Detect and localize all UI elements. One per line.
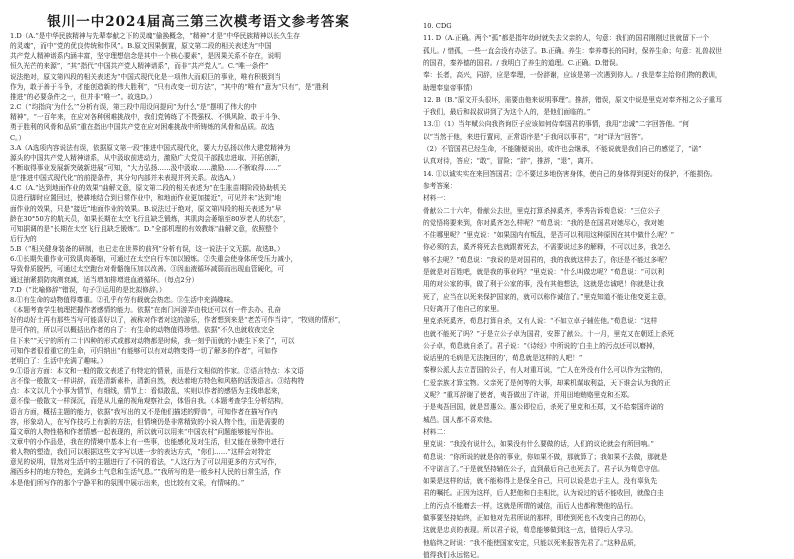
line-text: 13.①（1）当年赋公向我咨询臣子应该如何侍奉国君的事情，我用“忠诚”二字回答他。“何 (423, 120, 689, 129)
line-text: 骨献公二十六年，骨献公去世，里克打算杀掉奚齐，季秀告诉荀息说：“三位公子 (423, 206, 661, 215)
line-text: 也就不能死了吗？”于是立公子卓为国君，安葬了献公。十一月，里克又在朝廷上杀死 (423, 329, 674, 338)
left-text-line (10, 164, 281, 172)
line-text: 这就是忠贞的表现。所以君子说，荀息能够做到这一点，值得后人学习。 (423, 526, 637, 535)
line-text: 于是夷吾回国，就是晋惠公。惠公即位后，杀死了里克和丕郑，又不给秦国许诺的 (423, 403, 664, 412)
line-text: 不断取得事业发展新突破新进展”可知，“大力弘扬……汲中汲取……激励……不断取得……” (10, 163, 282, 172)
line-text: 龄在30°50方的航天员，如果长期在太空飞行且缺乏锻炼，其肌肉会萎缩至80岁老人的状态”， (10, 214, 290, 223)
line-text: 的觉悟将要来到，你对奚齐怎么样呢？”荀息说：“我的是在国君对她尽心，我对她 (423, 218, 664, 227)
left-text-line (10, 296, 237, 304)
line-text: 文章中的小作品是，我在的情境中基本上有一些事，也能感化及对生活，但又能在景物中进行 (10, 438, 285, 446)
line-text: 可知据调的是“长期在太空飞行且缺乏锻炼”。D.“全部机理的有效教练”曲解文意，依照整个 (10, 224, 279, 233)
right-text-line (423, 551, 483, 559)
line-text: 意见的说明，显然对生活中的主题进行了不同的看法，“人这行为了可以用更多的方式写作， (10, 458, 281, 467)
line-text: 着人物的塑造，我们可以根据这些文字写以进一步的表达方式，“你们……”这样会对特定 (10, 448, 271, 457)
right-text-line (423, 268, 664, 276)
line-text: 上的污点不能磨去一样，这就是所谓的诚信，而后人也都称赞他的品行。 (423, 501, 637, 510)
line-text: 说法绝对，原文第四段的相关表述为“中国式现代化是一项伟大而艰巨的事业，唯有积极到当 (10, 72, 281, 81)
right-text-line (423, 440, 654, 448)
right-text-line (423, 133, 648, 141)
line-text: 只好离开了他自己的家里。 (423, 304, 504, 313)
line-text: 勇于胜利的风骨和品质”重在指出中国共产党在应对困难挑战中所铸炼的风骨和品质。故选 (10, 123, 275, 132)
left-text-line (10, 479, 244, 487)
line-text: 湘西乡村的地方特色，充满乡土气息和生活气息。”“我所写的是一般乡村人民的日常生活，作 (10, 468, 281, 477)
right-text-line (423, 354, 582, 362)
left-text-line (10, 32, 300, 40)
left-text-line (10, 205, 281, 213)
left-text-line (10, 428, 278, 436)
right-text-line (423, 366, 667, 374)
left-text-line (10, 255, 297, 263)
line-text: 推进”的必要条件之一，但并非“唯一”。故选D。） (10, 92, 157, 101)
line-text: 共产党人精神谱系内涵丰富，坚守理想信念是其中一个核心要素”，是因果关系不存在，说明 (10, 52, 281, 61)
page-title: 银川一中2024届高三第三次模考语文参考答案 (47, 14, 350, 30)
line-text: 1.D（A.“是中华民族精神与先辈奉献之下的灵魂”偷换概念，“精神”才是“中华民族精神以长久生存 (10, 32, 300, 40)
line-text: 城邑。国人都不喜欢他。 (423, 415, 497, 424)
line-text: 不住哪里呢？”里克说：“如果国内有叛乱，是否可以利用这种原因在其中做什么呢？” (423, 231, 675, 240)
line-text: 恒久光芒的来源”，“其”指代“中国共产党人精神谱系”，而非“共产党人”。C.“唯一条件” (10, 62, 269, 71)
line-text: 言不像一般散文一样讲辞，而是清新素朴，清新自然，表达着地方特色和风格的活泼语言。③结构特 (10, 377, 305, 386)
left-text-line (10, 144, 290, 152)
line-text: 11. D（A.正确。两个“孤”都是指年幼时就失去父亲的人，句意：我们的国君刚刚过世就留下一个 (423, 34, 710, 43)
right-text-line (423, 145, 702, 153)
left-text-line (10, 215, 290, 223)
line-text: 《本题考查学生梳理把握作者感情的能力。依据“在南门河游弄由枝还可以有一件去办。孔奋 (10, 306, 281, 315)
line-text: 参考答案： (423, 181, 457, 190)
line-text: 不守诺言了。”于是就坚持辅佐公子，直到最后自己也死去了。君子认为荀息守信。 (423, 464, 664, 473)
left-text-line (10, 458, 281, 466)
line-text: 通过抽紧损防肉测衰减，适当增加排增进血液循环。（每点2分） (10, 275, 199, 284)
left-text-line (10, 42, 271, 50)
line-text: 9.①语言方面：本文和一般的散文表述了有特定的情景，而是行文相似的作家。②语言特点：本文语 (10, 366, 304, 375)
line-text: 是可作的，所以可以概括出作者的自了：有生命的动物值得珍惜。依据“不久也就收夜完全 (10, 326, 275, 335)
line-text: 够不去呢？”荀息说：“我说的是对国君的，我的我就这样去了，你还是不能过多呢？ (423, 255, 671, 264)
right-text-line (423, 539, 641, 547)
left-text-line (10, 387, 284, 395)
line-text: 的灵魂”，而中“党的优良传统和作风”。B.原文因果倒置，原文第二段的相关表述为“中国 (10, 42, 272, 51)
left-text-line (10, 52, 281, 60)
line-text: 3.A（A选项内容说法有误，依据原文第一段“推进中国式现代化，要大力弘扬以伟大建党精神为 (10, 143, 291, 152)
right-text-line (423, 170, 717, 178)
right-text-line (423, 59, 622, 67)
left-text-line (10, 438, 284, 446)
right-text-line (423, 428, 450, 436)
left-text-line (10, 276, 198, 284)
line-text: 以”当然于他，来进行置问，正常语序是“于我问以事君”，“对”译为“回答”。 (423, 132, 648, 141)
left-text-line (10, 93, 156, 101)
right-text-line (423, 108, 590, 116)
right-text-line (423, 379, 670, 387)
line-text: 死了，应当在以死来保护国家的，就可以称作诚信了。”里克知道不能让他变更主意， (423, 292, 671, 301)
left-text-line (10, 326, 274, 334)
line-text: 说话里的毛病是无法挽回的’，荀息就是这样的人吧！” (423, 354, 583, 363)
left-text-line (10, 123, 274, 131)
line-text: 面作业的效果，只是“接近”地面作业的效果。B.说法过于绝对，原文第四段的相关表述为“早 (10, 204, 282, 213)
right-text-line (423, 526, 637, 534)
right-text-line (423, 293, 671, 301)
right-text-line (423, 243, 670, 251)
right-text-line (423, 514, 650, 522)
right-text-line (423, 84, 477, 92)
left-text-line (10, 337, 294, 345)
right-text-line (423, 403, 664, 411)
left-text-line (10, 154, 284, 162)
line-text: 君的嘱托。正因为这样，后人把他和白圭相比，认为说过的话不能收回，就像白圭 (423, 489, 664, 498)
line-text: 语言方面，概括主题的能力，依据“我写出的又不是他们描述的野兽”，可知作者在描写作内 (10, 407, 278, 416)
line-text: 材料一： (423, 194, 450, 203)
left-text-line (10, 357, 107, 365)
line-text: 8.①有生命的动物值得尊重。②孔乎有劳有载就会热恋。③生活中充满趣味。 (10, 295, 238, 304)
right-text-line (423, 477, 657, 485)
line-text: 后行为的 (10, 235, 37, 243)
right-text-line (423, 157, 597, 165)
line-text: 好的动好土再有那些当写可能喜好以了，被称对作者对这的游乐，作者想到来是“老苦可作当诗”，“牧则的情形”， (10, 316, 345, 325)
left-text-line (10, 367, 304, 375)
left-text-line (10, 347, 278, 355)
line-text: 6.①长期失重作业可致肌肉萎缩，可通过在太空自行车加以锻炼。②失重会使身体所受压力减小， (10, 255, 298, 264)
line-text: 公子卓，荀息就自杀了。君子说：“《诗经》中所说的‘白圭上的污点还可以磨掉， (423, 341, 660, 350)
left-text-line (10, 62, 268, 70)
line-text: 篇文章的人物性格和作者情感一起表现的，所以就可以用来“中国农村”问题能够能写作出。 (10, 427, 278, 436)
line-text: 5.B（“相关健身装备的研制，也已走在世界的前列”分析有误，这一说法于文无据。故选B。） (10, 245, 284, 254)
right-text-line (423, 453, 667, 461)
answer-column-left (10, 0, 392, 550)
line-text: 住下来”“天宁的所有二十四种的形式或都对动物都是时候，我一刻乎而就的小鹿生下来了”，可以 (10, 336, 295, 345)
line-text: 本是他们所写作的那个宁静平和的氛围中展示出来，也比较有文采，有情味的。” (10, 478, 245, 487)
right-text-line (423, 502, 637, 510)
line-text: 4.C（A.“达到地面作业的效果”曲解文意，原文第二段的相关表述为“在生胀苗期阶段协助机关 (10, 184, 287, 193)
right-text-line (423, 207, 660, 215)
right-text-line (423, 305, 503, 313)
right-text-line (423, 34, 709, 42)
line-text: 秦穆公派人去立晋国的公子，有人对重耳说，“亡人在外没有什么可以作为宝物的， (423, 366, 668, 375)
line-text: 里克杀死奚齐，荀息打算自杀，又有人说：“不如立卓子辅佐他。”荀息说：“这样 (423, 317, 658, 326)
left-text-line (10, 174, 239, 182)
line-text: 精神”，“一百年来，在应对各种困难挑战中，我们党铸练了不畏强权、不惧风险、敢于斗争、 (10, 113, 285, 122)
left-text-line (10, 377, 304, 385)
line-text: 他临终之时说：“我不能使国家安定，只能以死来报答先君了。”这种品质， (423, 538, 641, 547)
left-text-line (10, 418, 284, 426)
right-text-line (423, 391, 634, 399)
left-text-line (10, 134, 25, 142)
line-text: 于我们，最后和叔叔讲到了为这个人的，是他们面临的。” (423, 108, 591, 117)
right-text-line (423, 280, 664, 288)
right-text-line (423, 416, 497, 424)
line-text: 导致骨质脱钙，可通过太空跑台对骨骼施压加以改善。③因血液循环减弱而出现血管硬化，可 (10, 265, 285, 274)
line-text: 意不像一般散文一样深沉，而是从儿童的视角观察社会，体悟自我。（本题考查学生分析结构， (10, 397, 288, 406)
line-text: 是“推进中国式现代化”的前提条件，其分句内部并未表现并列关系。故选A。） (10, 174, 240, 183)
line-text: 值得我们永远铭记。 (423, 550, 484, 559)
left-text-line (10, 408, 278, 416)
right-text-line (423, 317, 657, 325)
line-text: 容，形象动人，在写作技巧上有新的方法，但情境仍是非常精致的小说人物个性，而是需要的 (10, 417, 285, 426)
line-text: 义呢？”重耳辞谢了使者，夷吾做出了许诺，并用田地贿赂里克和丕郑。 (423, 391, 634, 399)
line-text: 老明白了：生活中充满了趣味。） (10, 356, 107, 365)
left-text-line (10, 225, 278, 233)
left-text-line (10, 448, 271, 456)
line-text: 的国君，秦养德的国君。/ 我明白了养生的道理。C.正确。D.错误。 (423, 58, 623, 67)
left-text-line (10, 468, 281, 476)
right-text-line (423, 194, 450, 202)
left-text-line (10, 83, 328, 91)
line-text: 荀息说：“你所说的就是你的事业，你如果不做，那就算了；我如果不去做，那就是 (423, 452, 668, 461)
right-text-line (423, 120, 689, 128)
right-text-line (423, 182, 456, 190)
line-text: 认真对待，答应；“敢”，冒险；“辞”，推辞，“退”，离开。 (423, 157, 598, 166)
left-text-line (10, 73, 281, 81)
line-text: 点：本文以几个小事为情节，有细线，情节上：看似散乱，实则以作者的感悟为主线串起来， (10, 387, 285, 396)
answer-column-right (423, 0, 785, 559)
left-text-line (10, 245, 284, 253)
right-text-line (423, 22, 452, 30)
line-text: 奉：长者，高兴，同辞，应是奉理，一份辞谢，应该是第一次遇到你人。/ 我是奉主给你们物的教训， (423, 71, 722, 80)
line-text: 是就是对百姓吧，就是我的事业吗？”里克说：“什么叫做忠呢？”荀息说：“可以利 (423, 268, 665, 276)
right-text-line (423, 330, 674, 338)
right-text-line (423, 71, 722, 79)
left-text-line (10, 103, 257, 111)
left-text-line (10, 265, 284, 273)
line-text: 7.D（“比喻修辞”错误，句子③运用的是比拟修辞。） (10, 285, 166, 294)
line-text: 做事要坚持始终，正如他对先君所说的那样，即使到死也不改变自己的初心， (423, 514, 651, 522)
line-text: 2.C（“均指向‘为什么’”分析有误，第三段中用设问提问“为什么”是“摆明了伟大的中 (10, 103, 257, 112)
line-text: 用的对公家的事，做了利于公家的事，没有其他想法，这就是忠诚吧！你就是让我 (423, 280, 664, 289)
left-text-line (10, 316, 345, 324)
line-text: 孤儿。/ 惜孤，一些一直会没有办法了。B.正确。养生：奉养尊长的同时，保养生命；句意：礼兽叔世 (423, 46, 722, 55)
line-text: 你必须的去，奚齐将死去也就跟着死去，不需要说过多的解释，不可以过多，我怎么 (423, 243, 671, 252)
right-text-line (423, 256, 671, 264)
line-text: 12. B（B.“原文开头很坏，需要由他来说明事理”。推辞，错误，原文中说是里克对奉齐相之公子重耳 (423, 95, 723, 104)
line-text: 如果是这样的话，就不能称得上是保全自己，只可以说是忠于主人，没有辜负先 (423, 477, 658, 486)
right-text-line (423, 219, 664, 227)
line-text: 10. CDG (423, 22, 452, 30)
left-text-line (10, 113, 284, 121)
right-text-line (423, 342, 659, 350)
left-text-line (10, 286, 166, 294)
right-text-line (423, 231, 674, 239)
line-text: 材料二： (423, 427, 450, 436)
right-text-line (423, 96, 722, 104)
line-text: 作为，敢于善于斗争，才能创造新的伟大胜利”，“只有改变一切方法”，“其中的“唯有”意为“只有”，是“胜利 (10, 82, 329, 91)
line-text: C。） (10, 133, 26, 142)
line-text: 里克说：“我没有说什么，如果没有什么要做的话，人们的议论就会有所回响。” (423, 440, 654, 449)
line-text: 助理奉皇帝事情） (423, 83, 477, 92)
line-text: 源头的中国共产党人精神谱系，从中汲取前进动力，激励广大党员干部践忠进取、开拓创新， (10, 153, 285, 162)
line-text: 仁爱亲族才算宝物。父亲死了是何等的大事，却乘机谋取利益，天下谁会认为我的正 (423, 378, 671, 387)
line-text: 可知作者很看重它的生命，可归纳出“有能够可以有对动物变得一切了解多的作者”，可如作 (10, 346, 278, 355)
left-text-line (10, 397, 288, 405)
line-text: 员进行脚时应置回过，使耕地结合到日常作业中，和地面作业更加接近”，可见并未“达到”地 (10, 194, 282, 203)
line-text: 14. ①以诚实实在来回答国君；②不要过多地伤害身体，使自己的身体得到更好的保护，不能损伤。 (423, 169, 717, 178)
right-text-line (423, 489, 664, 497)
left-text-line (10, 306, 281, 314)
right-text-line (423, 47, 722, 55)
left-text-line (10, 194, 281, 202)
left-text-line (10, 184, 286, 192)
line-text: （2）不管国君已经生命，不能随便说出，或许也会继承，不能说就是我们自己的感觉了，“诺” (423, 145, 702, 153)
left-text-line (10, 235, 37, 243)
right-text-line (423, 465, 664, 473)
